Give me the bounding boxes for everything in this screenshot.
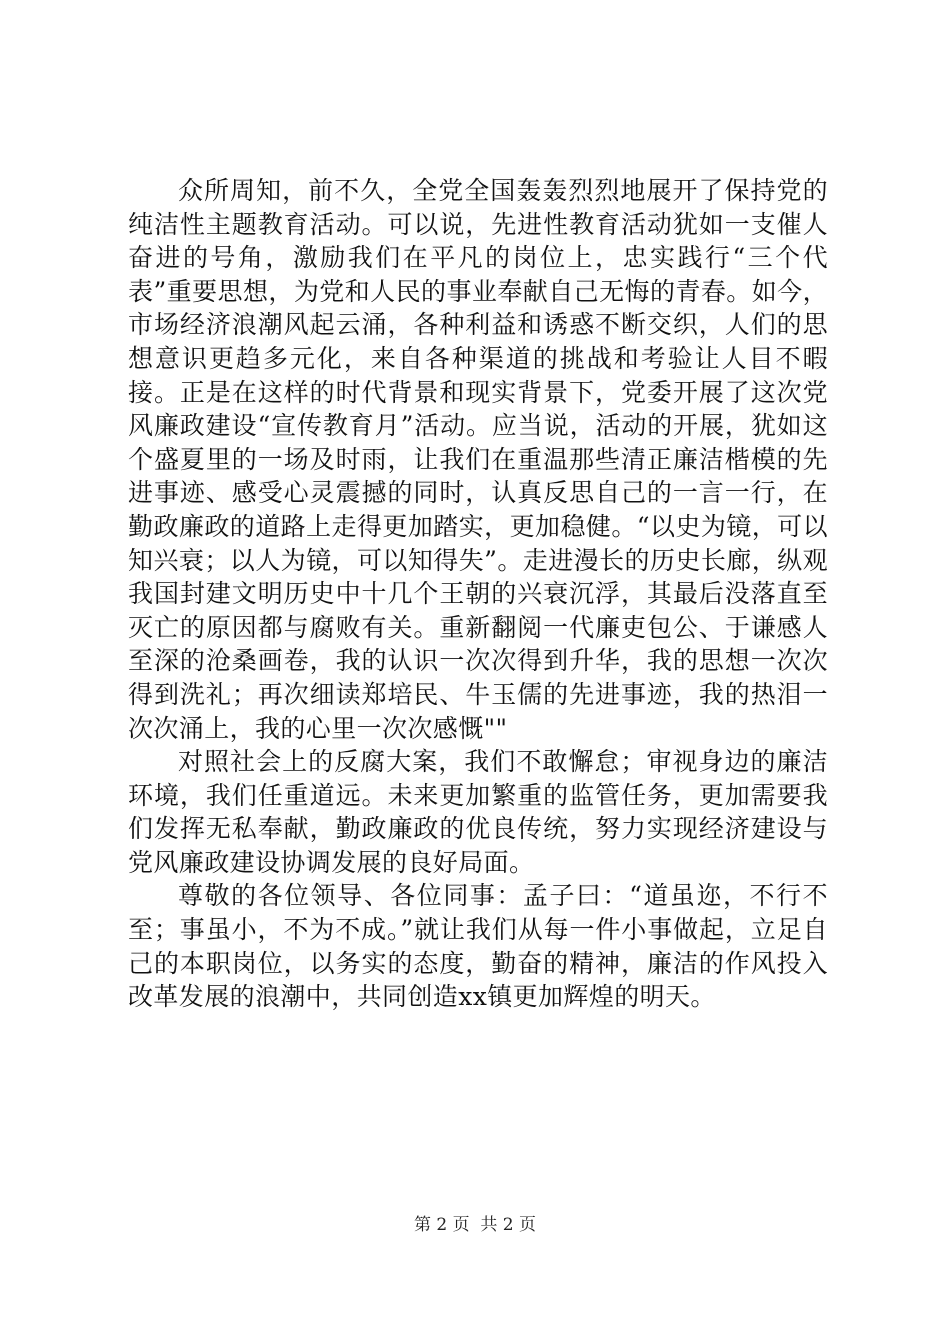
page-number-footer: 第 2 页 共 2 页 [413,1215,537,1235]
document-body [128,174,828,1014]
paragraph-3: 尊敬的各位领导、各位同事：孟子曰：“道虽迩，不行不至；事虽小，不为不成。”就让我们从每一件小事做起，立足自己的本职岗位，以务实的态度，勤奋的精神，廉洁的作风投入改革发展的浪潮中，共同创造xx镇更加辉煌的明天。 [128,881,828,1012]
paragraph-2: 对照社会上的反腐大案，我们不敢懈怠；审视身边的廉洁环境，我们任重道远。未来更加繁重的监管任务，更加需要我们发挥无私奉献，勤政廉政的优良传统，努力实现经济建设与党风廉政建设协调发展的良好局面。 [128,747,828,877]
paragraph-1: 众所周知，前不久，全党全国轰轰烈烈地展开了保持党的纯洁性主题教育活动。可以说，先进性教育活动犹如一支催人奋进的号角，激励我们在平凡的岗位上，忠实践行“三个代表”重要思想，为党和人民的事业奉献自己无悔的青春。如今，市场经济浪潮风起云涌，各种利益和诱惑不断交织，人们的思想意识更趋多元化，来自各种渠道的挑战和考验让人目不暇接。正是在这样的时代背景和现实背景下，党委开展了这次党风廉政建设“宣传教育月”活动。应当说，活动的开展，犹如这个盛夏里的一场及时雨，让我们在重温那些清正廉洁楷模的先进事迹、感受心灵震撼的同时，认真反思自己的一言一行，在勤政廉政的道路上走得更加踏实，更加稳健。“以史为镜，可以知兴衰；以人为镜，可以知得失”。走进漫长的历史长廊，纵观我国封建文明历史中十几个王朝的兴衰沉浮，其最后没落直至灭亡的原因都与腐败有关。重新翻阅一代廉吏包公、于谦感人至深的沧桑画卷，我的认识一次次得到升华，我的思想一次次得到洗礼；再次细读郑培民、牛玉儒的先进事迹，我的热泪一次次涌上，我的心里一次次感慨"" [128,176,828,743]
